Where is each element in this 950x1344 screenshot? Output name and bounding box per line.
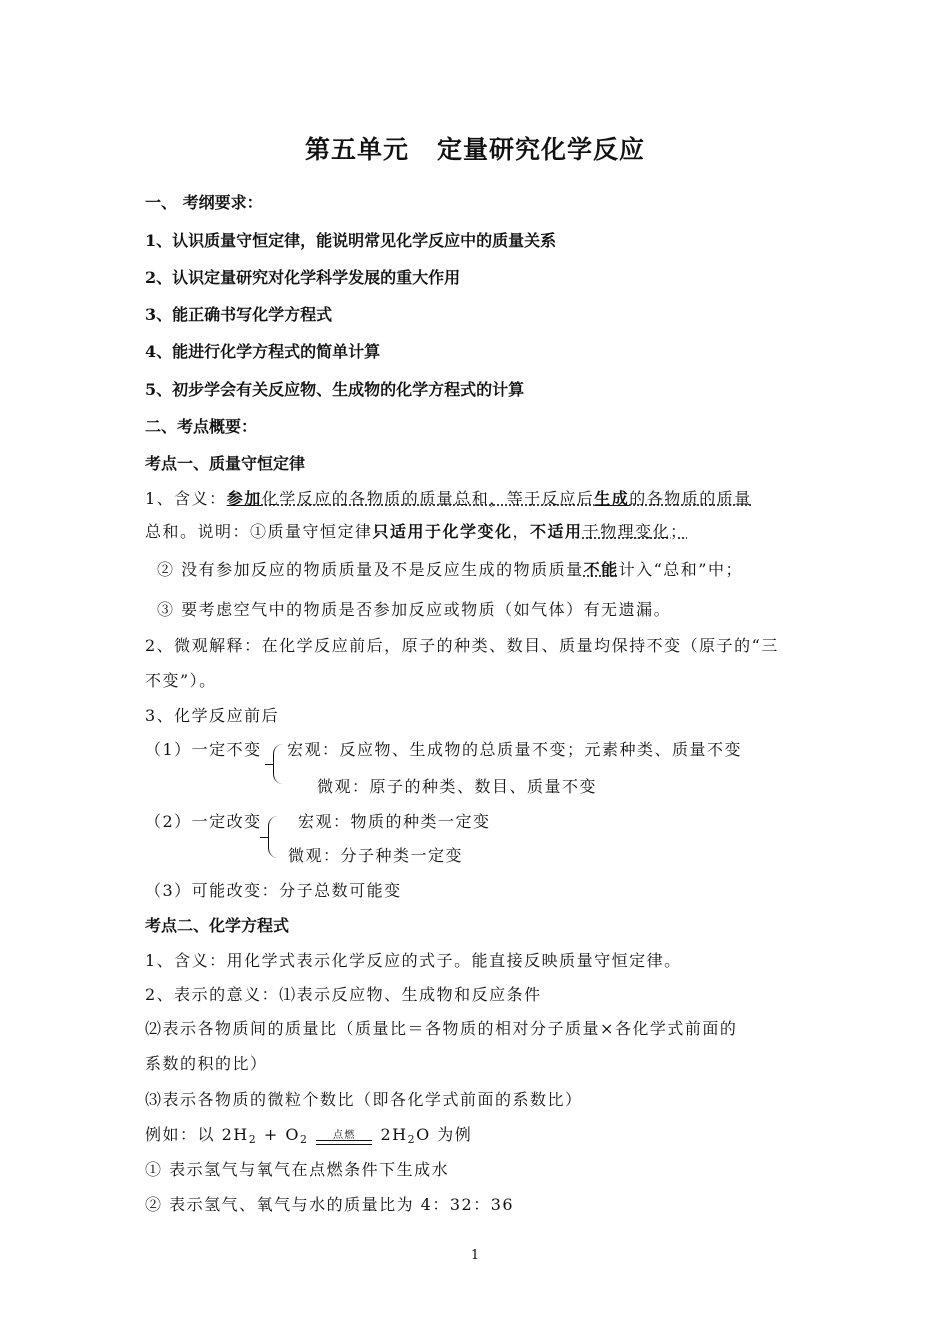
section-heading-overview: 二、考点概要： [145, 417, 258, 436]
example-meaning-2: ② 表示氢气、氧气与水的质量比为 4：32：36 [145, 1195, 515, 1214]
example-equation: 例如：以 $2H_2 + O_2$ 点燃 $2H_2O$ 为例 [145, 1125, 473, 1146]
kp2-meaning-2b: 系数的积的比） [145, 1054, 268, 1073]
title-unit: 第五单元 [304, 135, 409, 164]
kp1-item3: 3、化学反应前后 [145, 706, 280, 725]
kp1-micro-line1: 2、微观解释：在化学反应前后，原子的种类、数目、质量均保持不变（原子的“三 [145, 636, 779, 655]
kp2-meaning-2a: ⑵表示各物质间的质量比（质量比＝各物质的相对分子质量×各化学式前面的 [145, 1019, 738, 1038]
unchanged-micro: 微观：原子的种类、数目、质量不变 [317, 777, 598, 796]
page-title [0, 130, 950, 166]
changed-micro: 微观：分子种类一定变 [288, 846, 464, 865]
kp1-heading: 考点一、质量守恒定律 [145, 454, 306, 473]
example-meaning-1: ① 表示氢气与氧气在点燃条件下生成水 [145, 1160, 450, 1179]
changed-macro: 宏观：物质的种类一定变 [298, 812, 491, 831]
kp1-note-3: ③ 要考虑空气中的物质是否参加反应或物质（如气体）有无遗漏。 [157, 600, 672, 619]
emphasis-participate: 参加 [226, 489, 262, 508]
kp2-meaning: 2、表示的意义：⑴表示反应物、生成物和反应条件 [145, 985, 542, 1004]
requirement-item: 2、认识定量研究对化学科学发展的重大作用 [145, 268, 461, 287]
requirement-item: 3、能正确书写化学方程式 [145, 305, 333, 324]
unchanged-macro: 宏观：反应物、生成物的总质量不变；元素种类、质量不变 [287, 740, 743, 759]
kp2-meaning-3: ⑶表示各物质的微粒个数比（即各化学式前面的系数比） [145, 1090, 583, 1109]
reaction-condition: 点燃 [316, 1126, 372, 1141]
requirement-item: 1、认识质量守恒定律，能说明常见化学反应中的质量关系 [145, 231, 557, 250]
emphasis-cannot: 不能 [583, 560, 619, 579]
changed-label: （2）一定改变 [145, 812, 262, 831]
brace-changed [268, 816, 279, 858]
title-topic: 定量研究化学反应 [437, 135, 646, 164]
emphasis-only-chemical: 只适用于化学变化 [372, 522, 513, 541]
kp1-definition-line2: 总和。说明：①质量守恒定律只适用于化学变化，不适用于物理变化； [145, 522, 688, 541]
maybe-changed: （3）可能改变：分子总数可能变 [145, 881, 402, 900]
kp1-note-2: ② 没有参加反应的物质质量及不是反应生成的物质质量不能计入“总和”中； [157, 560, 743, 579]
kp1-definition-line1: 1、含义：参加化学反应的各物质的质量总和，等于反应后生成的各物质的质量 [145, 489, 752, 508]
brace-unchanged [273, 744, 284, 784]
page-number: 1 [470, 1248, 480, 1263]
kp1-micro-line2: 不变”）。 [145, 671, 217, 690]
emphasis-generated: 生成 [594, 489, 630, 508]
kp2-definition: 1、含义：用化学式表示化学反应的式子。能直接反映质量守恒定律。 [145, 951, 682, 970]
requirement-item: 4、能进行化学方程式的简单计算 [145, 342, 381, 361]
emphasis-not-applicable: 不适用 [530, 522, 583, 541]
kp2-heading: 考点二、化学方程式 [145, 916, 290, 935]
unchanged-label: （1）一定不变 [145, 740, 262, 759]
requirement-item: 5、初步学会有关反应物、生成物的化学方程式的计算 [145, 380, 525, 399]
section-heading-requirements: 一、 考纲要求： [145, 193, 263, 212]
